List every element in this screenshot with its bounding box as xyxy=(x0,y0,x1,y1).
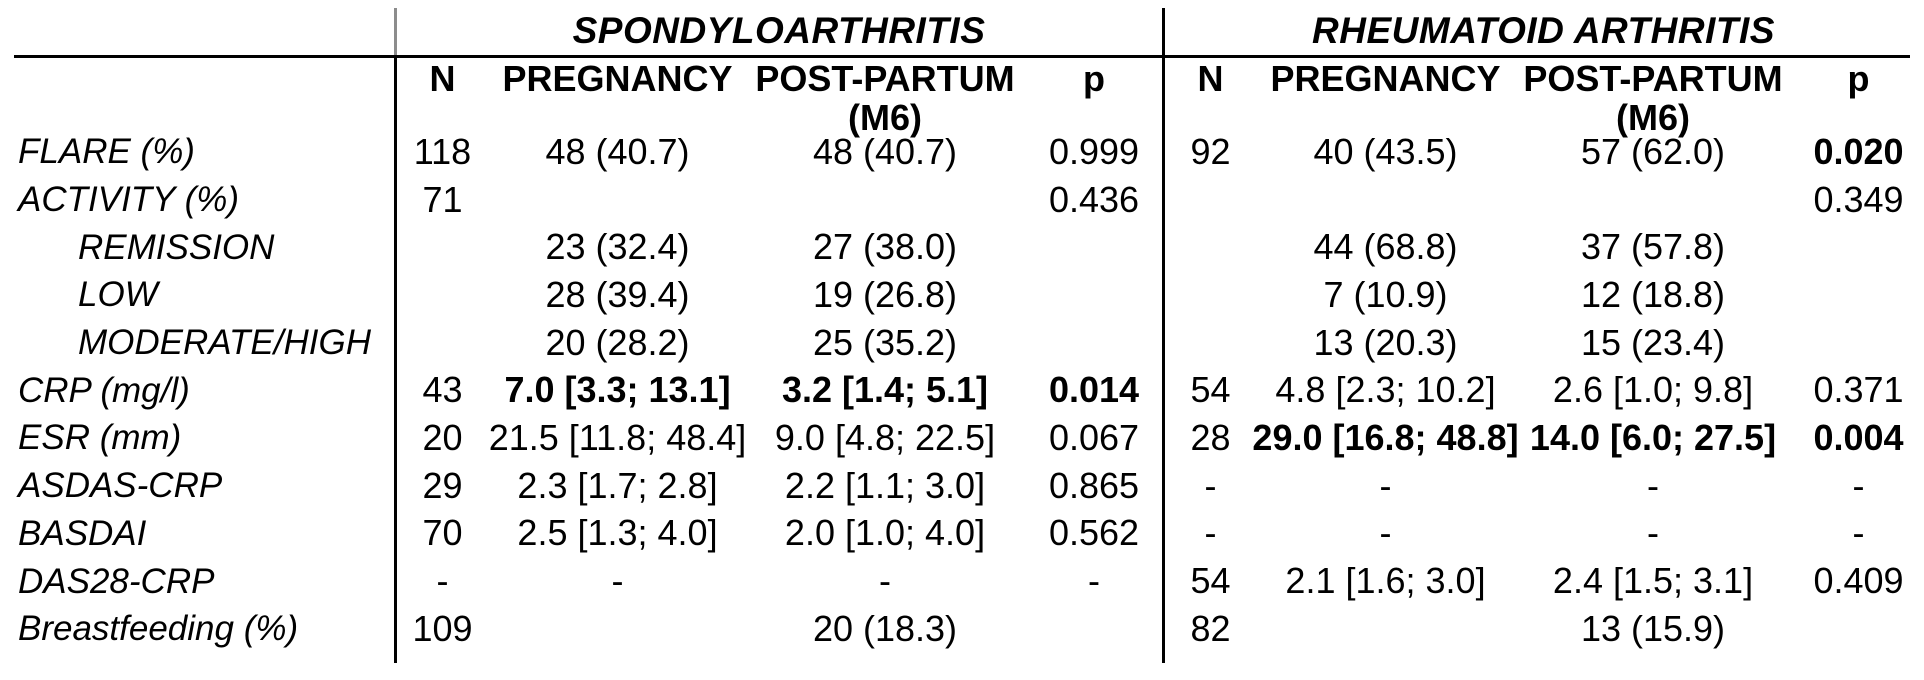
cell-ra-postpartum: - xyxy=(1647,464,1659,506)
column-header-row xyxy=(0,58,1924,138)
table-row xyxy=(0,557,1924,605)
cell-spa-n: - xyxy=(436,560,449,602)
cell-ra-postpartum: 2.4 [1.5; 3.1] xyxy=(1552,560,1754,602)
cell-ra-pregnancy: 7 (10.9) xyxy=(1323,273,1448,315)
cell-spa-p-value: 0.999 xyxy=(1048,130,1140,172)
table-row xyxy=(0,128,1924,176)
cell-spa-postpartum: 9.0 [4.8; 22.5] xyxy=(774,416,996,458)
cell-spa-n: 70 xyxy=(422,512,463,554)
cell-ra-postpartum: 13 (15.9) xyxy=(1580,607,1726,649)
cell-ra-p-value xyxy=(1793,223,1924,271)
cell-spa-p-value: 0.562 xyxy=(1048,512,1140,554)
cell-ra-pregnancy: 44 (68.8) xyxy=(1313,226,1458,268)
cell-ra-postpartum: 14.0 [6.0; 27.5] xyxy=(1529,416,1777,458)
cell-ra-n: 28 xyxy=(1190,416,1231,458)
cell-spa-pregnancy: 20 (28.2) xyxy=(545,321,690,363)
divider-middle-top-segment xyxy=(1162,8,1165,55)
cell-ra-n: - xyxy=(1204,464,1217,506)
cell-spa-n: 29 xyxy=(422,464,463,506)
cell-spa-p-value: - xyxy=(1088,560,1100,602)
cell-spa-p-value: 0.436 xyxy=(1048,178,1140,220)
cell-ra-p-value: 0.409 xyxy=(1813,560,1904,602)
col-header-ra-postpartum xyxy=(1513,60,1793,138)
cell-spa-pregnancy: 23 (32.4) xyxy=(545,226,690,268)
cell-spa-p-value: 0.067 xyxy=(1048,416,1140,458)
cell-spa-postpartum: 27 (38.0) xyxy=(812,226,958,268)
cell-ra-pregnancy: - xyxy=(1379,512,1392,554)
cell-spa-n: 118 xyxy=(413,130,472,172)
row-label: CRP (mg/l) xyxy=(18,370,190,410)
cell-spa-n: 109 xyxy=(412,607,473,649)
col-header-spa-postpartum-line2: (M6) xyxy=(848,96,922,138)
cell-spa-pregnancy: 21.5 [11.8; 48.4] xyxy=(488,416,747,458)
col-header-ra-postpartum-line1: POST-PARTUM xyxy=(1523,58,1783,99)
cell-spa-n xyxy=(395,271,490,319)
col-header-ra-postpartum-line2: (M6) xyxy=(1616,96,1690,138)
col-header-spa-n: N xyxy=(429,58,456,99)
row-label: BASDAI xyxy=(18,513,147,553)
cell-spa-n: 20 xyxy=(422,416,463,458)
cell-spa-postpartum: 2.2 [1.1; 3.0] xyxy=(784,464,986,506)
table-row xyxy=(0,414,1924,462)
cell-spa-pregnancy: 7.0 [3.3; 13.1] xyxy=(504,369,731,411)
cell-spa-p-value xyxy=(1025,319,1163,367)
cell-ra-n xyxy=(1163,319,1258,367)
cell-ra-postpartum: 12 (18.8) xyxy=(1580,273,1726,315)
table-row xyxy=(0,176,1924,224)
cell-ra-p-value xyxy=(1793,319,1924,367)
row-label: LOW xyxy=(78,275,158,315)
col-header-ra-pregnancy: PREGNANCY xyxy=(1270,58,1501,99)
cell-ra-pregnancy: 4.8 [2.3; 10.2] xyxy=(1275,369,1496,411)
divider-left-top-segment xyxy=(394,8,397,55)
cell-ra-p-value xyxy=(1793,605,1924,653)
cell-ra-p-value: 0.020 xyxy=(1813,130,1904,172)
cell-ra-p-value: - xyxy=(1852,464,1865,506)
cell-spa-p-value: 0.865 xyxy=(1048,464,1140,506)
cell-ra-n: 92 xyxy=(1190,130,1231,172)
cell-ra-n xyxy=(1163,176,1258,224)
cell-ra-pregnancy: - xyxy=(1379,464,1392,506)
cell-spa-n xyxy=(395,223,490,271)
cell-ra-p-value: - xyxy=(1852,512,1865,554)
cell-spa-p-value xyxy=(1025,605,1163,653)
cell-spa-n: 43 xyxy=(422,369,463,411)
cell-spa-postpartum: 48 (40.7) xyxy=(812,130,958,172)
cell-ra-n: - xyxy=(1204,512,1217,554)
table-row xyxy=(0,510,1924,558)
cell-ra-pregnancy: 13 (20.3) xyxy=(1313,321,1458,363)
cell-ra-n: 82 xyxy=(1190,607,1231,649)
cell-spa-n xyxy=(395,319,490,367)
table-row xyxy=(0,366,1924,414)
row-label: REMISSION xyxy=(78,227,275,267)
cell-spa-postpartum: 2.0 [1.0; 4.0] xyxy=(784,512,986,554)
cell-ra-postpartum xyxy=(1513,176,1793,224)
col-header-spa-p: p xyxy=(1083,58,1105,99)
row-label: Breastfeeding (%) xyxy=(18,609,299,649)
cell-spa-pregnancy: 2.5 [1.3; 4.0] xyxy=(517,512,718,554)
cell-ra-postpartum: - xyxy=(1647,512,1659,554)
row-label: FLARE (%) xyxy=(18,132,195,172)
cell-ra-n xyxy=(1163,223,1258,271)
cell-ra-p-value: 0.004 xyxy=(1813,416,1904,458)
table-row xyxy=(0,271,1924,319)
cell-spa-pregnancy: 48 (40.7) xyxy=(545,130,690,172)
cell-ra-postpartum: 37 (57.8) xyxy=(1580,226,1726,268)
col-header-spa-pregnancy: PREGNANCY xyxy=(502,58,733,99)
row-label: ESR (mm) xyxy=(18,418,182,458)
cell-ra-p-value: 0.349 xyxy=(1813,178,1904,220)
cell-ra-postpartum: 2.6 [1.0; 9.8] xyxy=(1552,369,1754,411)
cell-spa-p-value xyxy=(1025,223,1163,271)
cell-ra-pregnancy: 2.1 [1.6; 3.0] xyxy=(1285,560,1486,602)
table-body xyxy=(0,128,1924,653)
col-header-spa-postpartum-line1: POST-PARTUM xyxy=(755,58,1015,99)
cell-spa-postpartum: 3.2 [1.4; 5.1] xyxy=(781,369,989,411)
cell-ra-p-value: 0.371 xyxy=(1813,369,1904,411)
row-label: MODERATE/HIGH xyxy=(78,323,371,363)
cell-spa-postpartum: 19 (26.8) xyxy=(812,273,958,315)
cell-spa-p-value: 0.014 xyxy=(1048,369,1140,411)
cell-spa-pregnancy xyxy=(490,605,745,653)
row-label: ASDAS-CRP xyxy=(18,466,223,506)
cell-spa-postpartum: - xyxy=(879,560,891,602)
cell-ra-postpartum: 57 (62.0) xyxy=(1580,130,1726,172)
cell-ra-pregnancy xyxy=(1258,605,1513,653)
cell-spa-postpartum: 20 (18.3) xyxy=(812,607,958,649)
cell-spa-postpartum xyxy=(745,176,1025,224)
cell-ra-n: 54 xyxy=(1190,369,1231,411)
section-title-rheumatoid-arthritis: RHEUMATOID ARTHRITIS xyxy=(1312,10,1775,51)
table-row xyxy=(0,605,1924,653)
cell-spa-pregnancy: - xyxy=(611,560,624,602)
cell-ra-pregnancy: 29.0 [16.8; 48.8] xyxy=(1252,416,1519,458)
table-row xyxy=(0,223,1924,271)
col-header-ra-n: N xyxy=(1197,58,1224,99)
cell-ra-p-value xyxy=(1793,271,1924,319)
cell-spa-pregnancy xyxy=(490,176,745,224)
table-row xyxy=(0,462,1924,510)
cell-ra-n: 54 xyxy=(1190,560,1231,602)
row-label: ACTIVITY (%) xyxy=(18,180,240,220)
cell-ra-postpartum: 15 (23.4) xyxy=(1580,321,1726,363)
col-header-ra-p: p xyxy=(1847,58,1870,99)
cell-spa-pregnancy: 2.3 [1.7; 2.8] xyxy=(517,464,718,506)
cell-ra-n xyxy=(1163,271,1258,319)
cell-spa-p-value xyxy=(1025,271,1163,319)
row-label: DAS28-CRP xyxy=(18,561,215,601)
cell-ra-pregnancy xyxy=(1258,176,1513,224)
cell-spa-n: 71 xyxy=(422,178,463,220)
cell-spa-postpartum: 25 (35.2) xyxy=(812,321,958,363)
row-label-header-empty xyxy=(0,60,395,138)
section-title-spondyloarthritis: SPONDYLOARTHRITIS xyxy=(572,10,986,51)
cell-spa-pregnancy: 28 (39.4) xyxy=(545,273,690,315)
cell-ra-pregnancy: 40 (43.5) xyxy=(1313,130,1458,172)
col-header-spa-postpartum xyxy=(745,60,1025,138)
table-row xyxy=(0,319,1924,367)
